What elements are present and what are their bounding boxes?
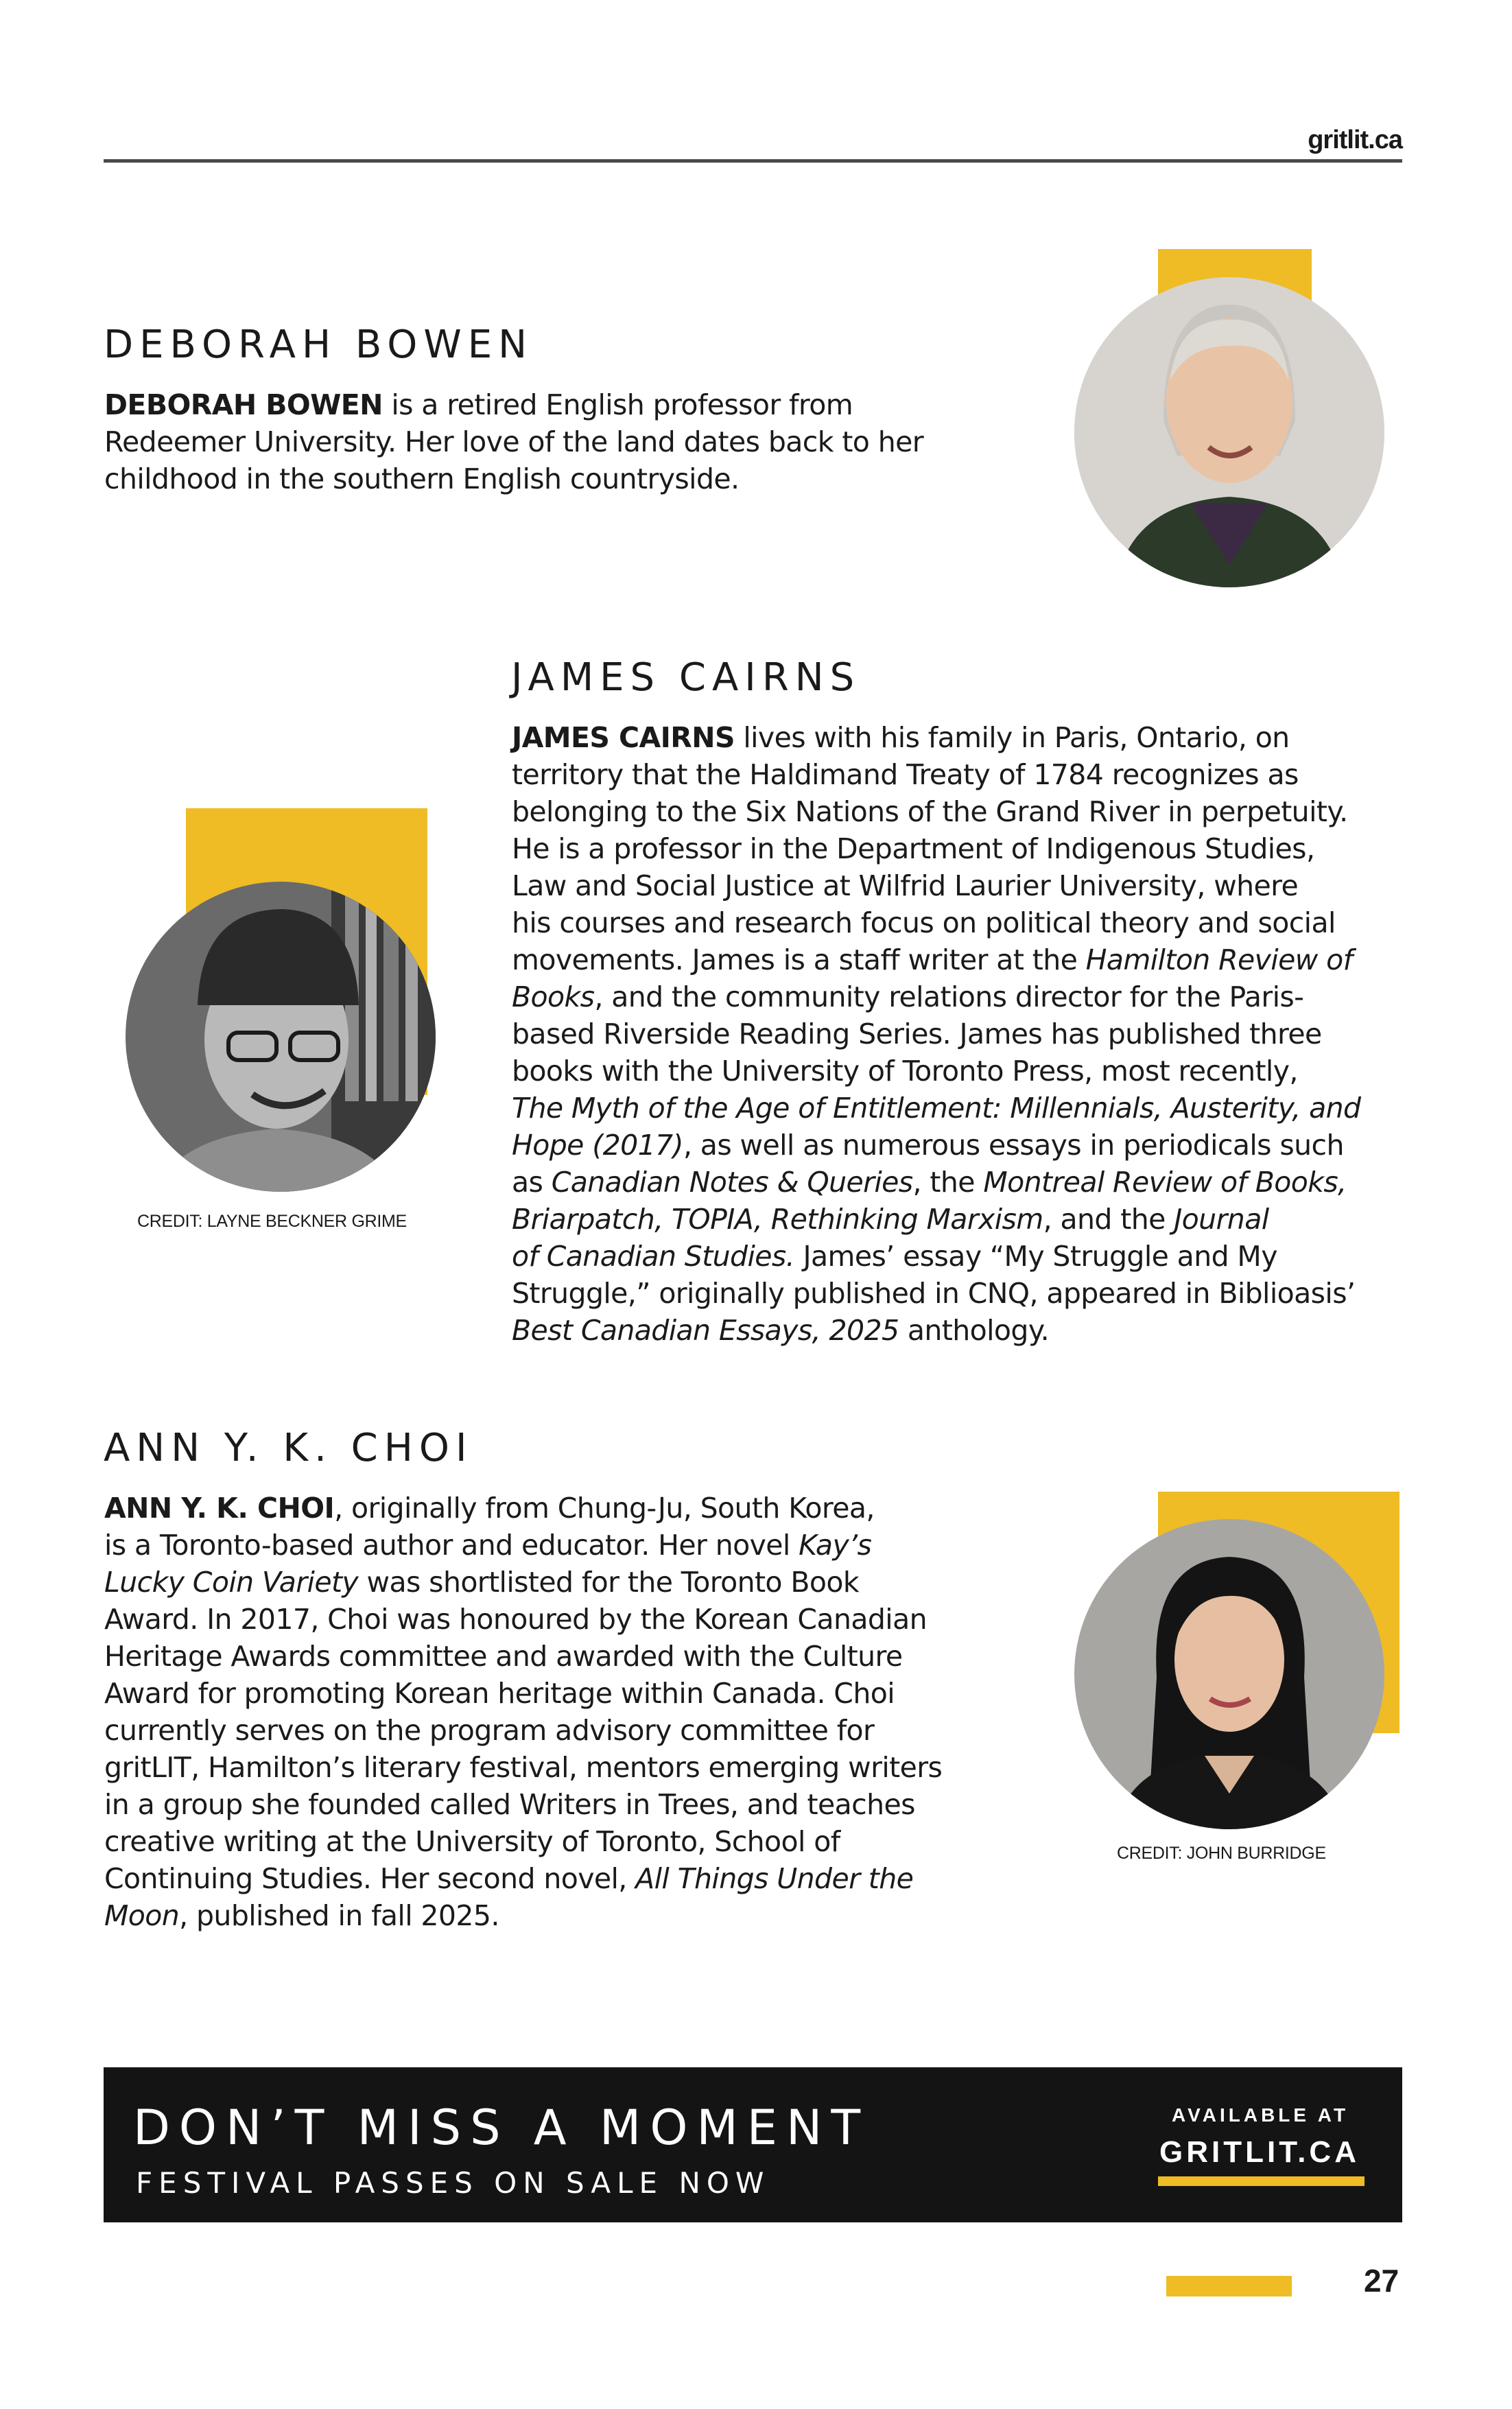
banner-subtitle: FESTIVAL PASSES ON SALE NOW [136,2166,770,2200]
page-number: 27 [1364,2263,1399,2299]
banner-url-underline [1158,2176,1365,2186]
banner-url-link[interactable]: GRITLIT.CA [1159,2135,1360,2169]
site-url[interactable]: gritlit.ca [1308,126,1402,154]
deborah-bowen-name: DEBORAH BOWEN [104,322,534,367]
photo-credit-choi: CREDIT: JOHN BURRIDGE [1117,1844,1326,1863]
deborah-bowen-bio: DEBORAH BOWEN is a retired English professor from Redeemer University. Her love of the land dates back to her childhood in the southern English countryside. [104,388,923,495]
ann-choi-portrait [1074,1519,1384,1829]
available-at-label: AVAILABLE AT [1172,2104,1349,2126]
header-rule [104,159,1402,163]
james-cairns-bio: JAMES CAIRNS lives with his family in Paris, Ontario, on territory that the Haldimand Treaty of 1784 recognizes as belonging to the Six Nations of the Grand River in perpetuity. He is a professor in the Department of Indigenous Studies, Law and Social Justice at Wilfrid Laurier University, where his courses and research focus on political theory and social movements. James is a staff writer at the Hamilton Review of Books, and the community relations director for the Paris- based Riverside Reading Series. James has published three books with the University of Toronto Press, most recently, The Myth of the Age of Entitlement: Millennials, Austerity, and Hope (2017), as well as numerous essays in periodicals such as Canadian Notes & Queries, the Montreal Review of Books, Briarpatch, TOPIA, Rethinking Marxism, and the Journal of Canadian Studies. James’ essay “My Struggle and My Struggle,” originally published in CNQ, appeared in Biblioasis’ Best Canadian Essays, 2025 anthology. [512,721,1361,1347]
photo-credit-cairns: CREDIT: LAYNE BECKNER GRIME [137,1212,407,1231]
banner-title: DON’T MISS A MOMENT [133,2100,870,2156]
page-accent-bar [1166,2276,1292,2296]
bio-name-bold: DEBORAH BOWEN [104,388,383,421]
bio-name-bold: ANN Y. K. CHOI [104,1492,335,1525]
ann-choi-bio: ANN Y. K. CHOI, originally from Chung-Ju, South Korea, is a Toronto-based author and educator. Her novel Kay’s Lucky Coin Variety was shortlisted for the Toronto Book Award. In 2017, Choi was honoured by the Korean Canadian Heritage Awards committee and awarded with the Culture Award for promoting Korean heritage within Canada. Choi currently serves on the program advisory committee for gritLIT, Hamilton’s literary festival, mentors emerging writers in a group she founded called Writers in Trees, and teaches creative writing at the University of Toronto, School of Continuing Studies. Her second novel, All Things Under the Moon, published in fall 2025. [104,1492,943,1932]
bio-name-bold: JAMES CAIRNS [512,721,735,754]
ann-choi-name: ANN Y. K. CHOI [104,1426,473,1470]
james-cairns-name: JAMES CAIRNS [511,655,861,700]
deborah-bowen-portrait [1074,277,1384,587]
james-cairns-portrait [126,882,436,1192]
